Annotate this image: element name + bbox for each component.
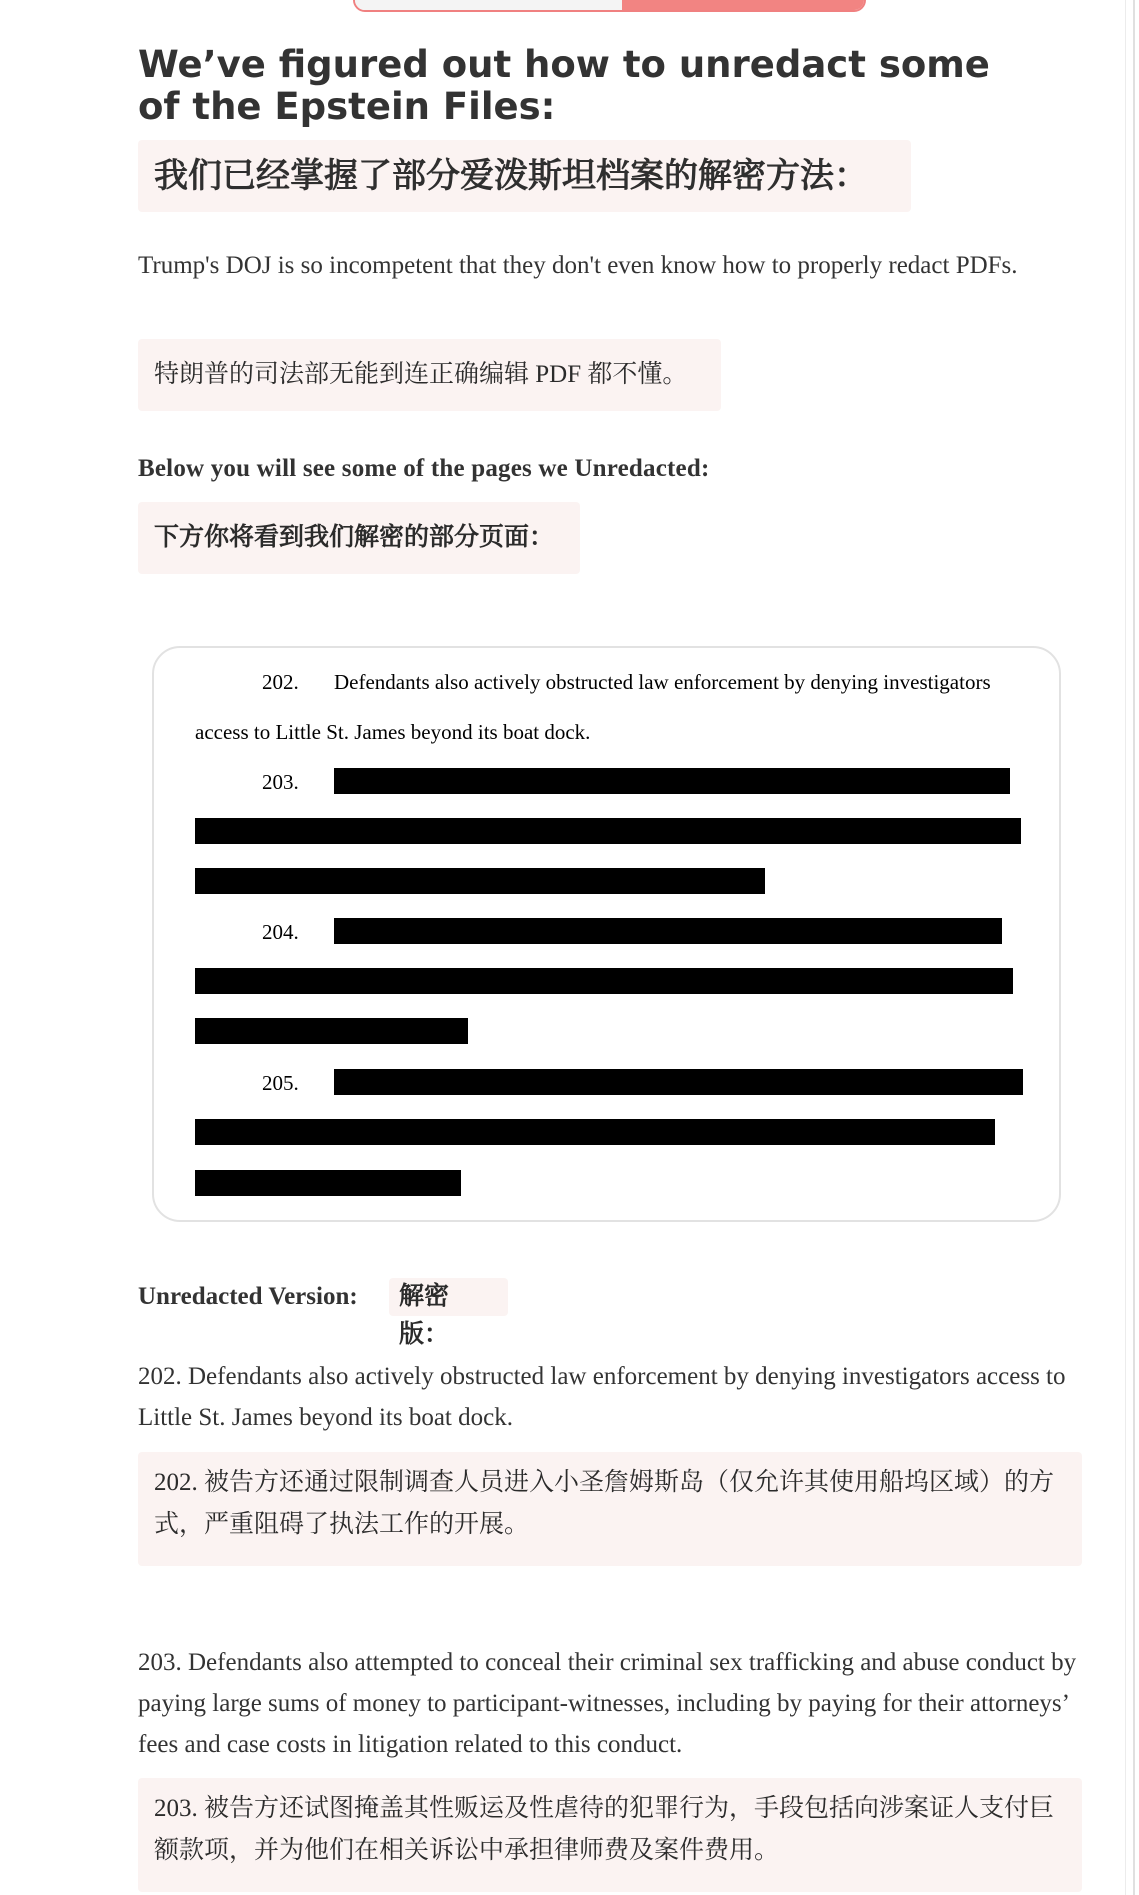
scrollbar-track[interactable]	[1133, 0, 1135, 1895]
unredacted-paragraph-202: 202. Defendants also actively obstructed law enforcement by denying investigators access to Little St. James beyond its boat dock.	[138, 1363, 1066, 1431]
unredacted-paragraph-203-translation: 203. 被告方还试图掩盖其性贩运及性虐待的犯罪行为，手段包括向涉案证人支付巨额款项，并为他们在相关诉讼中承担律师费及案件费用。	[138, 1778, 1082, 1892]
redaction-bar	[334, 768, 1010, 794]
doc-para-202-line-2: access to Little St. James beyond its boat dock.	[195, 720, 591, 744]
intro-translation: 特朗普的司法部无能到连正确编辑 PDF 都不懂。	[138, 339, 721, 411]
intro-paragraph: Trump's DOJ is so incompetent that they don't even know how to properly redact PDFs.	[138, 252, 1018, 279]
redaction-bar	[334, 918, 1002, 944]
redacted-document-image	[152, 646, 1061, 1222]
unredacted-paragraph-203: 203. Defendants also attempted to conceal their criminal sex trafficking and abuse conduct by paying large sums of money to participant-witnesses, including by paying for their attorneys’ fees and case costs in litigation related to this conduct.	[138, 1649, 1077, 1758]
redaction-bar	[195, 968, 1013, 994]
redaction-bar	[195, 1018, 468, 1044]
redaction-bar	[195, 1119, 995, 1145]
page-title-translation: 我们已经掌握了部分爱泼斯坦档案的解密方法：	[138, 140, 911, 212]
unredacted-paragraph-202-translation: 202. 被告方还通过限制调查人员进入小圣詹姆斯岛（仅允许其使用船坞区域）的方式，严重阻碍了执法工作的开展。	[138, 1452, 1082, 1566]
redaction-bar	[195, 1170, 461, 1196]
pages-intro-translation: 下方你将看到我们解密的部分页面：	[138, 502, 580, 574]
redaction-bar	[195, 868, 765, 894]
unredacted-version-label-translation: 解密版：	[389, 1278, 508, 1316]
doc-para-202-number: 202.	[262, 670, 299, 694]
top-toggle-bar[interactable]	[353, 0, 866, 12]
doc-para-204-number: 204.	[262, 920, 299, 944]
doc-para-203-number: 203.	[262, 770, 299, 794]
page-title: We’ve figured out how to unredact some of the Epstein Files:	[138, 43, 990, 128]
scrollbar[interactable]	[1125, 0, 1139, 1895]
doc-para-205-number: 205.	[262, 1071, 299, 1095]
unredacted-version-label: Unredacted Version:	[138, 1283, 358, 1310]
pages-intro-paragraph: Below you will see some of the pages we Unredacted:	[138, 455, 710, 482]
toggle-segment-left[interactable]	[355, 0, 622, 10]
doc-para-202-line-1: Defendants also actively obstructed law enforcement by denying investigators	[334, 670, 991, 694]
redaction-bar	[334, 1069, 1023, 1095]
toggle-segment-right[interactable]	[622, 0, 864, 10]
redaction-bar	[195, 818, 1021, 844]
